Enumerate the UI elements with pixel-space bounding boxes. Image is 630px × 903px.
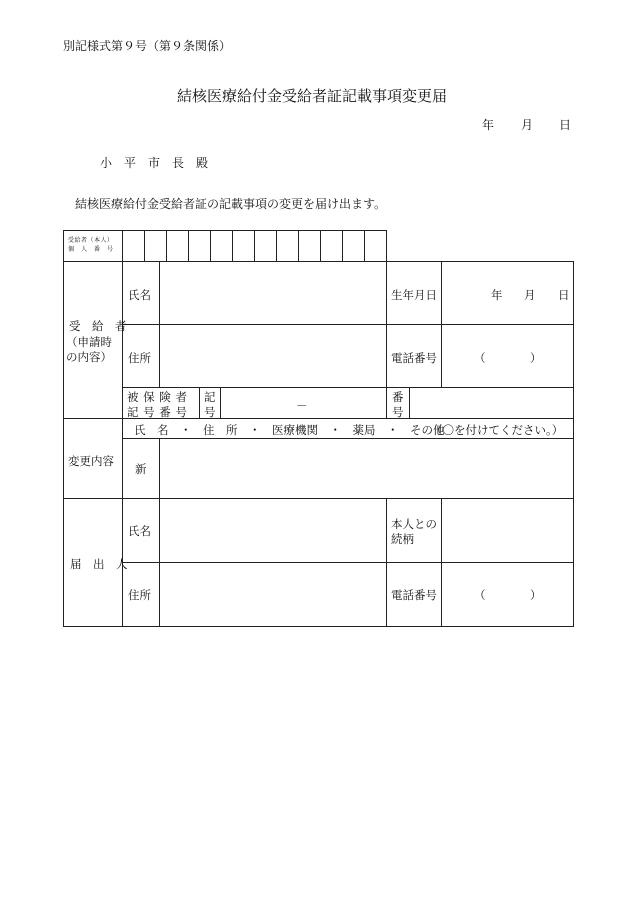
insured-label-2: 記 号 番 号 — [127, 405, 188, 419]
insured-label-1: 被 保 険 者 — [127, 390, 188, 404]
form-title: 結核医療給付金受給者証記載事項変更届 — [177, 87, 448, 105]
submitter-phone-paren-close: ） — [530, 588, 542, 602]
recipient-phone-paren-close: ） — [530, 351, 542, 365]
submitter-phone-label: 電話番号 — [391, 588, 437, 602]
recipient-address-field[interactable] — [160, 325, 386, 387]
recipient-name-field[interactable] — [160, 262, 386, 324]
change-section-label: 変更内容 — [68, 454, 114, 468]
recipient-section-label-1: 受 給 者 — [69, 319, 127, 333]
date-month-label: 月 — [521, 118, 534, 132]
id-label-line2: 個 人 番 号 — [68, 246, 114, 253]
change-options-note: （〇を付けてください。） — [431, 423, 564, 437]
intro-text: 結核医療給付金受給者証の記載事項の変更を届け出ます。 — [75, 197, 387, 211]
submitter-address-field[interactable] — [160, 563, 386, 626]
id-label-line1: 受給者（本人） — [68, 237, 114, 244]
new-label: 新 — [135, 462, 147, 476]
recipient-name-label: 氏名 — [128, 288, 151, 302]
number-label-1: 番 — [392, 390, 404, 404]
insured-symbol-field[interactable] — [221, 388, 386, 418]
birthdate-label: 生年月日 — [391, 288, 437, 302]
relation-field[interactable] — [442, 499, 573, 562]
submitter-phone-paren-open: （ — [474, 588, 486, 602]
recipient-phone-label: 電話番号 — [391, 351, 437, 365]
symbol-dash: － — [296, 399, 308, 413]
number-label-2: 号 — [392, 405, 404, 419]
new-content-field[interactable] — [160, 439, 573, 498]
insured-number-field[interactable] — [410, 388, 573, 418]
relation-label-1: 本人との — [391, 517, 437, 531]
addressee: 小 平 市 長 殿 — [100, 156, 209, 170]
submitter-name-label: 氏名 — [128, 524, 151, 538]
recipient-section-label-3: の内容） — [66, 350, 112, 364]
individual-number-boxes[interactable] — [122, 231, 386, 261]
recipient-phone-paren-open: （ — [474, 351, 486, 365]
birth-month-label: 月 — [524, 288, 536, 302]
submitter-section-label: 届 出 人 — [70, 557, 128, 571]
date-day-label: 日 — [559, 118, 572, 132]
submitter-address-label: 住所 — [128, 588, 151, 602]
change-options[interactable]: 氏 名 ・ 住 所 ・ 医療機関 ・ 薬局 ・ その他 — [134, 423, 445, 437]
recipient-address-label: 住所 — [128, 351, 151, 365]
submitter-name-field[interactable] — [160, 499, 386, 562]
date-year-label: 年 — [482, 118, 495, 132]
relation-label-2: 続柄 — [391, 532, 414, 546]
form-number: 別記様式第９号（第９条関係） — [63, 39, 232, 53]
recipient-section-label-2: （申請時 — [66, 335, 112, 349]
symbol-label-2: 号 — [204, 405, 216, 419]
symbol-label-1: 記 — [204, 390, 216, 404]
birth-day-label: 日 — [558, 288, 570, 302]
birth-year-label: 年 — [491, 288, 503, 302]
